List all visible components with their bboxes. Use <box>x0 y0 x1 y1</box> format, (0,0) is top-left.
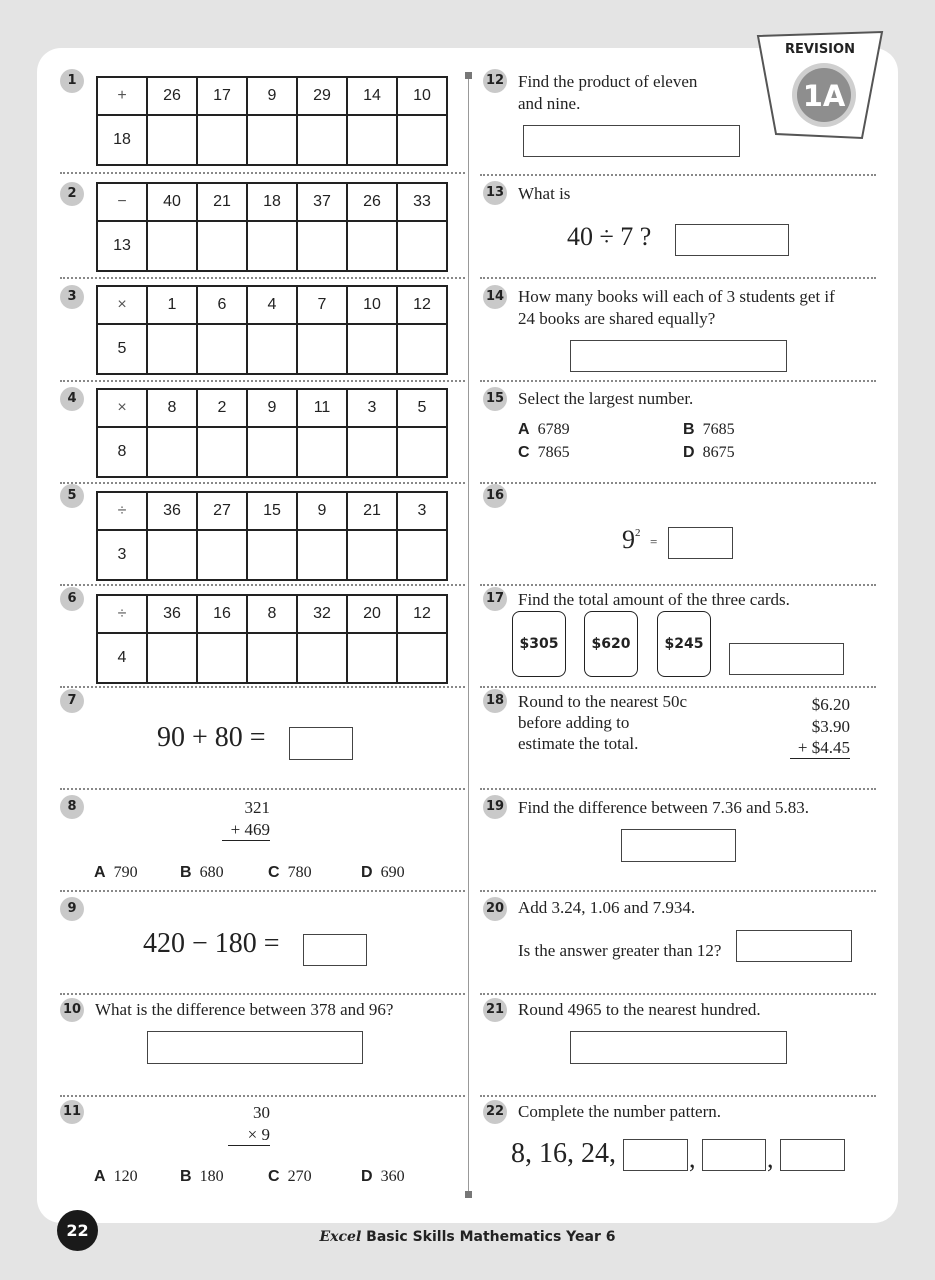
grid-answer-cell[interactable] <box>347 427 397 477</box>
operation-grid-q4 <box>96 388 448 478</box>
operation-grid-q2 <box>96 182 448 272</box>
row-separator <box>60 172 465 174</box>
option-a[interactable]: A 6789 <box>518 421 570 438</box>
amount: $3.90 <box>811 717 850 736</box>
grid-answer-cell[interactable] <box>197 324 247 374</box>
grid-row-operand: 4 <box>97 633 147 683</box>
grid-row-operand: 5 <box>97 324 147 374</box>
question-number: 1 <box>60 69 84 93</box>
row-separator <box>60 584 465 586</box>
pattern-comma: , <box>767 1144 774 1173</box>
grid-answer-cell[interactable] <box>147 221 197 271</box>
grid-header-cell: 18 <box>247 183 297 221</box>
grid-header-cell: 12 <box>397 595 447 633</box>
grid-header-cell: 10 <box>347 286 397 324</box>
grid-answer-cell[interactable] <box>147 427 197 477</box>
answer-box-q17[interactable] <box>729 643 844 675</box>
question-number: 12 <box>483 69 507 93</box>
grid-answer-cell[interactable] <box>347 324 397 374</box>
row-separator <box>480 584 876 586</box>
question-number: 15 <box>483 387 507 411</box>
grid-header-cell: 32 <box>297 595 347 633</box>
power-expression <box>622 525 641 555</box>
grid-answer-cell[interactable] <box>347 221 397 271</box>
option-c[interactable]: C 780 <box>268 864 312 881</box>
divider-cap-bottom <box>465 1191 472 1198</box>
question-number: 14 <box>483 285 507 309</box>
footer-book-title: Basic Skills Mathematics Year 6 <box>361 1229 616 1245</box>
question-number: 5 <box>60 484 84 508</box>
option-a[interactable]: A 120 <box>94 1168 138 1185</box>
grid-header-cell: 3 <box>347 389 397 427</box>
grid-header-cell: 36 <box>147 492 197 530</box>
grid-header-cell: 6 <box>197 286 247 324</box>
grid-header-cell: 11 <box>297 389 347 427</box>
number-pattern: 8, 16, 24, <box>511 1138 616 1169</box>
column-divider <box>468 72 469 1194</box>
grid-header-cell: 4 <box>247 286 297 324</box>
grid-answer-cell[interactable] <box>147 324 197 374</box>
grid-header-cell: 21 <box>197 183 247 221</box>
grid-answer-cell[interactable] <box>397 115 447 165</box>
question-number: 7 <box>60 689 84 713</box>
grid-header-cell: 16 <box>197 595 247 633</box>
grid-header-cell: 2 <box>197 389 247 427</box>
answer-box-q13[interactable] <box>675 224 789 256</box>
question-text-q13: What is <box>518 184 571 203</box>
row-separator <box>480 993 876 995</box>
grid-header-cell: 15 <box>247 492 297 530</box>
grid-answer-cell[interactable] <box>397 427 447 477</box>
grid-header-cell: 26 <box>347 183 397 221</box>
pattern-answer-box[interactable] <box>780 1139 845 1171</box>
grid-answer-cell[interactable] <box>347 530 397 580</box>
row-separator <box>60 277 465 279</box>
grid-operator: + <box>97 77 147 115</box>
row-separator <box>480 1095 876 1097</box>
grid-answer-cell[interactable] <box>247 221 297 271</box>
grid-row-operand: 18 <box>97 115 147 165</box>
grid-answer-cell[interactable] <box>397 221 447 271</box>
question-number: 6 <box>60 587 84 611</box>
question-text-q20-line2: Is the answer greater than 12? <box>518 941 722 960</box>
vertical-product-top: 30 <box>253 1103 270 1122</box>
grid-answer-cell[interactable] <box>197 633 247 683</box>
equals-sign: = <box>650 534 658 549</box>
question-number: 2 <box>60 182 84 206</box>
grid-answer-cell[interactable] <box>247 324 297 374</box>
grid-header-cell: 14 <box>347 77 397 115</box>
answer-box-q10[interactable] <box>147 1031 363 1064</box>
row-separator <box>480 277 876 279</box>
operation-grid-q1 <box>96 76 448 166</box>
amount: + $4.45 <box>790 737 850 759</box>
grid-answer-cell[interactable] <box>197 221 247 271</box>
grid-header-cell: 7 <box>297 286 347 324</box>
vertical-sum-top: 321 <box>244 798 270 817</box>
equation-q7: 90 + 80 = <box>157 722 266 753</box>
grid-header-cell: 26 <box>147 77 197 115</box>
power-exponent: 2 <box>635 527 641 539</box>
grid-operator: ÷ <box>97 595 147 633</box>
question-text-q15: Select the largest number. <box>518 389 694 408</box>
grid-header-cell: 10 <box>397 77 447 115</box>
grid-header-cell: 9 <box>247 389 297 427</box>
row-separator <box>480 380 876 382</box>
grid-header-cell: 3 <box>397 492 447 530</box>
option-b[interactable]: B 680 <box>180 864 224 881</box>
grid-answer-cell[interactable] <box>297 530 347 580</box>
row-separator <box>60 993 465 995</box>
grid-header-cell: 1 <box>147 286 197 324</box>
question-text-q10: What is the difference between 378 and 96? <box>95 1000 394 1019</box>
vertical-sum-bottom: + 469 <box>222 819 270 841</box>
row-separator <box>60 482 465 484</box>
grid-header-cell: 40 <box>147 183 197 221</box>
grid-header-cell: 9 <box>297 492 347 530</box>
equation-q13: 40 ÷ 7 ? <box>567 222 652 251</box>
grid-operator: − <box>97 183 147 221</box>
question-number: 18 <box>483 689 507 713</box>
grid-answer-cell[interactable] <box>147 633 197 683</box>
badge-code: 1A <box>802 79 846 113</box>
question-number: 16 <box>483 484 507 508</box>
grid-row-operand: 3 <box>97 530 147 580</box>
footer-title <box>0 1229 935 1245</box>
option-d[interactable]: D 8675 <box>683 444 735 461</box>
grid-operator: × <box>97 286 147 324</box>
operation-grid-q3 <box>96 285 448 375</box>
grid-header-cell: 8 <box>147 389 197 427</box>
grid-answer-cell[interactable] <box>147 530 197 580</box>
money-card: $305 <box>512 611 566 677</box>
question-number: 4 <box>60 387 84 411</box>
question-number: 10 <box>60 998 84 1022</box>
option-a[interactable]: A 790 <box>94 864 138 881</box>
row-separator <box>480 482 876 484</box>
answer-box-q16[interactable] <box>668 527 733 559</box>
option-b[interactable]: B 7685 <box>683 421 735 438</box>
money-card: $620 <box>584 611 638 677</box>
grid-answer-cell[interactable] <box>247 633 297 683</box>
question-number: 20 <box>483 897 507 921</box>
grid-answer-cell[interactable] <box>197 530 247 580</box>
grid-operator: × <box>97 389 147 427</box>
question-text-q20-line1: Add 3.24, 1.06 and 7.934. <box>518 898 696 917</box>
grid-header-cell: 12 <box>397 286 447 324</box>
grid-answer-cell[interactable] <box>397 530 447 580</box>
grid-header-cell: 33 <box>397 183 447 221</box>
question-text-q14-line1: How many books will each of 3 students get if <box>518 287 835 306</box>
grid-row-operand: 8 <box>97 427 147 477</box>
badge-label: REVISION <box>785 42 855 57</box>
grid-answer-cell[interactable] <box>347 633 397 683</box>
question-number: 13 <box>483 181 507 205</box>
option-d[interactable]: D 360 <box>361 1168 405 1185</box>
amount: $6.20 <box>811 695 850 714</box>
divider-cap-top <box>465 72 472 79</box>
question-number: 11 <box>60 1100 84 1124</box>
grid-header-cell: 5 <box>397 389 447 427</box>
row-separator <box>480 788 876 790</box>
grid-answer-cell[interactable] <box>297 221 347 271</box>
grid-header-cell: 20 <box>347 595 397 633</box>
question-number: 17 <box>483 587 507 611</box>
question-text-q17: Find the total amount of the three cards. <box>518 590 790 609</box>
equation-q9: 420 − 180 = <box>143 928 280 959</box>
grid-header-cell: 21 <box>347 492 397 530</box>
row-separator <box>60 1095 465 1097</box>
question-text-q18-line1: Round to the nearest 50c <box>518 692 688 711</box>
question-text-q22: Complete the number pattern. <box>518 1102 721 1121</box>
grid-operator: ÷ <box>97 492 147 530</box>
grid-header-cell: 17 <box>197 77 247 115</box>
pattern-answer-box[interactable] <box>702 1139 766 1171</box>
grid-answer-cell[interactable] <box>197 115 247 165</box>
operation-grid-q5 <box>96 491 448 581</box>
question-text-q18-line3: estimate the total. <box>518 734 639 753</box>
money-card: $245 <box>657 611 711 677</box>
question-text-q12-line1: Find the product of eleven <box>518 72 698 91</box>
option-b[interactable]: B 180 <box>180 1168 224 1185</box>
operation-grid-q6 <box>96 594 448 684</box>
answer-box-q12[interactable] <box>523 125 740 157</box>
grid-answer-cell[interactable] <box>297 324 347 374</box>
grid-header-cell: 8 <box>247 595 297 633</box>
pattern-answer-box[interactable] <box>623 1139 688 1171</box>
grid-header-cell: 36 <box>147 595 197 633</box>
question-number: 21 <box>483 998 507 1022</box>
option-d[interactable]: D 690 <box>361 864 405 881</box>
revision-badge <box>754 30 886 142</box>
row-separator <box>480 890 876 892</box>
answer-box-q20[interactable] <box>736 930 852 962</box>
answer-box-q14[interactable] <box>570 340 787 372</box>
grid-row-operand: 13 <box>97 221 147 271</box>
grid-answer-cell[interactable] <box>297 633 347 683</box>
grid-header-cell: 29 <box>297 77 347 115</box>
row-separator <box>60 380 465 382</box>
footer-brand: Excel <box>319 1229 362 1245</box>
grid-answer-cell[interactable] <box>247 530 297 580</box>
row-separator <box>60 788 465 790</box>
question-text-q21: Round 4965 to the nearest hundred. <box>518 1000 761 1019</box>
pattern-comma: , <box>689 1144 696 1173</box>
power-base: 9 <box>622 525 635 554</box>
grid-header-cell: 27 <box>197 492 247 530</box>
row-separator <box>480 686 876 688</box>
row-separator <box>60 890 465 892</box>
grid-answer-cell[interactable] <box>297 427 347 477</box>
answer-box-q9[interactable] <box>303 934 367 966</box>
grid-answer-cell[interactable] <box>247 427 297 477</box>
question-number: 19 <box>483 795 507 819</box>
grid-answer-cell[interactable] <box>397 324 447 374</box>
grid-answer-cell[interactable] <box>397 633 447 683</box>
grid-answer-cell[interactable] <box>147 115 197 165</box>
grid-header-cell: 37 <box>297 183 347 221</box>
row-separator <box>60 686 465 688</box>
grid-answer-cell[interactable] <box>297 115 347 165</box>
question-text-q18-line2: before adding to <box>518 713 630 732</box>
question-number: 9 <box>60 897 84 921</box>
page-number: 22 <box>57 1210 98 1251</box>
option-c[interactable]: C 7865 <box>518 444 570 461</box>
question-text-q14-line2: 24 books are shared equally? <box>518 309 716 328</box>
answer-box-q21[interactable] <box>570 1031 787 1064</box>
grid-answer-cell[interactable] <box>197 427 247 477</box>
question-number: 8 <box>60 795 84 819</box>
grid-answer-cell[interactable] <box>247 115 297 165</box>
vertical-product-bottom: × 9 <box>228 1124 270 1146</box>
answer-box-q7[interactable] <box>289 727 353 760</box>
question-text-q19: Find the difference between 7.36 and 5.83. <box>518 798 809 817</box>
question-number: 22 <box>483 1100 507 1124</box>
grid-header-cell: 9 <box>247 77 297 115</box>
question-number: 3 <box>60 285 84 309</box>
grid-answer-cell[interactable] <box>347 115 397 165</box>
answer-box-q19[interactable] <box>621 829 736 862</box>
row-separator <box>480 174 876 176</box>
option-c[interactable]: C 270 <box>268 1168 312 1185</box>
question-text-q12-line2: and nine. <box>518 94 581 113</box>
